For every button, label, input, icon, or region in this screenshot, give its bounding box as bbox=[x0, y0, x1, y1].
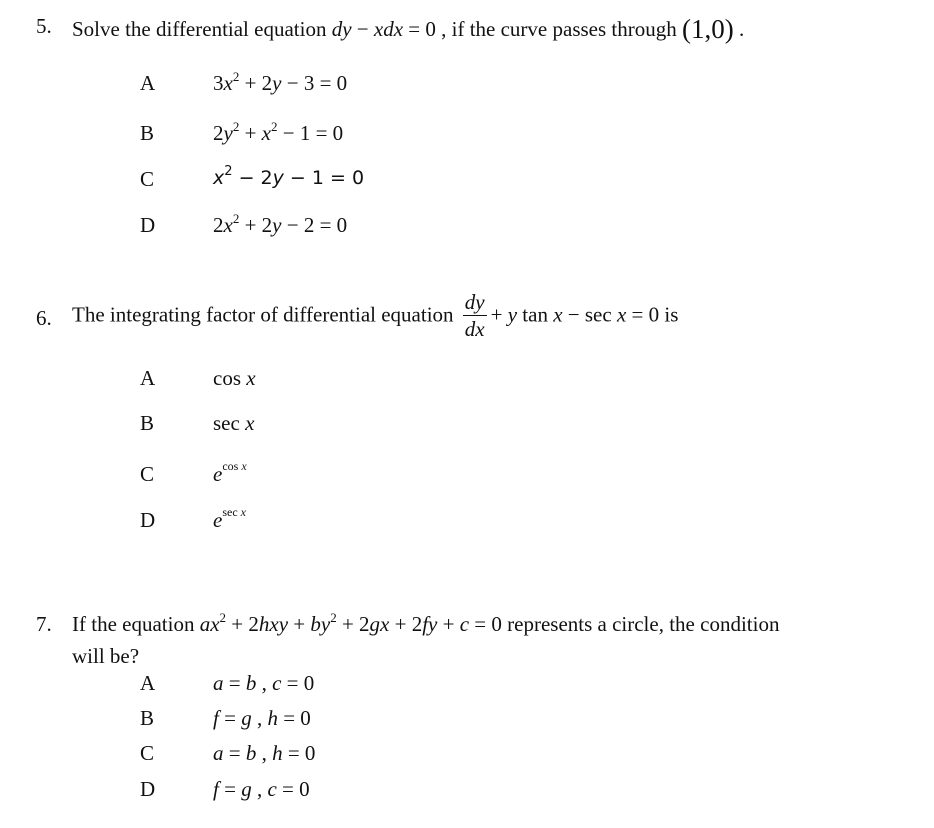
option-math: a = b , h = 0 bbox=[213, 741, 316, 765]
eq-term: x bbox=[553, 302, 563, 327]
option-letter: D bbox=[140, 777, 156, 801]
point-value: (1,0) bbox=[681, 14, 734, 44]
question-text bbox=[72, 14, 744, 45]
option-row[interactable] bbox=[0, 411, 934, 441]
math-function: sec bbox=[213, 411, 246, 435]
option-row[interactable] bbox=[0, 741, 934, 771]
option-letter: A bbox=[140, 366, 156, 390]
option-row[interactable] bbox=[0, 366, 934, 396]
eq-term: dy bbox=[331, 17, 352, 41]
option-letter: D bbox=[140, 508, 156, 532]
option-math: $3x^2 + 2y - 3 = 0$ bbox=[213, 69, 348, 95]
question-end: . bbox=[738, 17, 745, 41]
eq-term: x bbox=[616, 302, 627, 327]
eq-term: y bbox=[507, 302, 518, 327]
math-base: e bbox=[213, 462, 223, 486]
option-math bbox=[213, 459, 247, 487]
question-number: 7. bbox=[36, 612, 52, 636]
option-math: $2y^2 + x^2 - 1 = 0$ bbox=[213, 119, 344, 145]
option-letter: B bbox=[140, 411, 155, 435]
option-letter: B bbox=[140, 706, 155, 730]
question-text-before: Solve the differential equation bbox=[72, 17, 332, 41]
option-row[interactable] bbox=[0, 121, 934, 151]
exponent-variable: x bbox=[241, 459, 247, 473]
math-base: e bbox=[213, 508, 223, 532]
eq-op: + bbox=[490, 302, 503, 327]
option-math bbox=[213, 411, 254, 436]
exponent-variable: x bbox=[240, 505, 246, 519]
exponent-function: cos bbox=[222, 459, 242, 473]
eq-term: xdx bbox=[373, 17, 404, 41]
question-text-line2: will be? bbox=[72, 644, 140, 668]
option-math: $x^2 - 2y - 1 = 0$ bbox=[213, 164, 365, 189]
option-letter: C bbox=[140, 462, 155, 486]
question-text-before: If the equation bbox=[72, 612, 200, 636]
option-row[interactable] bbox=[0, 671, 934, 701]
option-letter: A bbox=[140, 671, 156, 695]
option-row[interactable] bbox=[0, 213, 934, 243]
eq-op: − bbox=[356, 17, 374, 41]
derivative-fraction bbox=[463, 289, 487, 342]
math-variable: x bbox=[246, 366, 256, 390]
option-math bbox=[213, 366, 256, 391]
math-exponent bbox=[222, 505, 246, 519]
fraction-denominator: dx bbox=[464, 317, 485, 341]
question-text-after: is bbox=[664, 302, 679, 327]
option-row[interactable] bbox=[0, 706, 934, 736]
option-letter: B bbox=[140, 121, 155, 145]
option-math: $2x^2 + 2y - 2 = 0$ bbox=[213, 211, 348, 237]
option-letter: C bbox=[140, 741, 155, 765]
question-number: 6. bbox=[36, 306, 52, 330]
option-letter: A bbox=[140, 71, 156, 95]
eq-rest: = 0 bbox=[408, 17, 436, 41]
option-letter: C bbox=[140, 167, 155, 191]
math-function: cos bbox=[213, 366, 247, 390]
question-text-after: , if the curve passes through bbox=[441, 17, 682, 41]
option-math: f = g , h = 0 bbox=[213, 706, 311, 730]
math-exponent bbox=[222, 459, 246, 473]
option-math: f = g , c = 0 bbox=[213, 777, 310, 801]
exponent-function: sec bbox=[222, 505, 241, 519]
eq-fn: − sec bbox=[562, 302, 617, 327]
question-number: 5. bbox=[36, 14, 52, 38]
option-row[interactable] bbox=[0, 164, 934, 197]
option-row[interactable] bbox=[0, 71, 934, 101]
circle-equation: $ax^2 + 2hxy + by^2 + 2gx + 2fy + c = 0$ bbox=[199, 610, 502, 636]
math-variable: x bbox=[245, 411, 255, 435]
option-row[interactable] bbox=[0, 459, 934, 492]
eq-rest: = 0 bbox=[626, 302, 660, 327]
option-letter: D bbox=[140, 213, 156, 237]
question-text-after: represents a circle, the condition bbox=[501, 612, 780, 636]
eq-fn: tan bbox=[517, 302, 554, 327]
question-text bbox=[72, 612, 779, 637]
option-row[interactable] bbox=[0, 505, 934, 538]
question-text bbox=[72, 290, 678, 343]
option-math bbox=[213, 505, 246, 533]
question-text-before: The integrating factor of differential equation bbox=[72, 302, 454, 327]
option-row[interactable] bbox=[0, 777, 934, 807]
option-math: a = b , c = 0 bbox=[213, 671, 315, 695]
fraction-numerator: dy bbox=[464, 290, 485, 314]
